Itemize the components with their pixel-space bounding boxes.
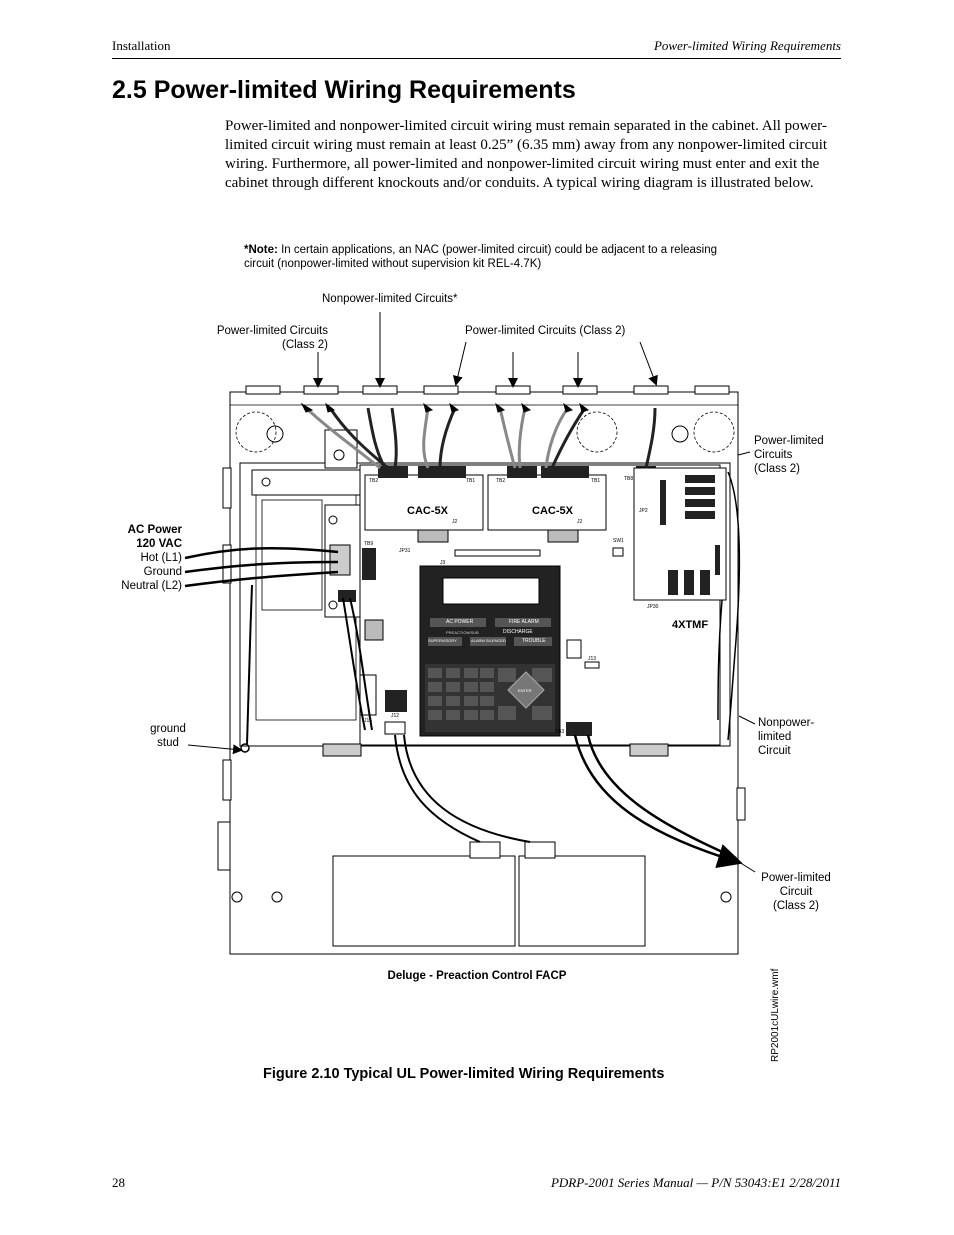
label-discharge-key: DISCHARGE [503,629,533,635]
ac-power-voltage: 120 VAC [136,538,182,550]
label-fire-alarm-key: FIRE ALARM [509,619,539,625]
label-alarm-silenced-key: ALARM SILENCED [471,638,506,643]
ac-power-title: AC Power [127,524,182,536]
label-ground: Ground [143,566,182,578]
label-neutral: Neutral (L2) [121,580,182,592]
label-xtmf: 4XTMF [672,619,709,631]
label-power-limited-circuit-2: Circuit [779,886,813,898]
label-nonpower-right-3: Circuit [758,745,791,757]
label-tb3: TB3 [555,729,565,735]
label-j12: J12 [391,713,400,719]
label-jp2: JP2 [639,508,648,514]
label-power-limited-right-1: Power-limited [754,435,824,447]
label-120vac [82,537,182,551]
label-jp30: JP30 [647,604,659,610]
label-enter-key: ENTER [518,688,532,693]
label-cac-right: CAC-5X [532,505,573,517]
label-tb2-a: TB2 [369,478,379,484]
lcd-display [443,578,539,604]
label-nonpower-limited-circuits: Nonpower-limited Circuits* [322,293,458,305]
label-j15: J15 [364,718,373,724]
label-power-limited-right-2: Circuits [754,449,793,461]
label-tb8: TB8 [624,476,634,482]
label-j2-a: J2 [452,519,458,525]
label-supervisory-key: SUPERVISORY [428,638,457,643]
knockout-circles [236,412,734,452]
ac-power-wires [185,548,338,586]
label-ac-power [82,523,182,537]
label-nonpower-right-2: limited [758,731,792,743]
field-wiring [306,408,655,468]
label-tb1-a: TB1 [466,478,476,484]
label-power-limited-right-3: (Class 2) [754,463,801,475]
label-j3: J3 [440,560,446,566]
header-topic: Power-limited Wiring Requirements [653,38,841,53]
label-jp31: JP31 [399,548,411,554]
label-power-limited-circuit-3: (Class 2) [772,900,819,912]
label-tb2-b: TB2 [496,478,506,484]
cac-module-right [488,475,606,530]
diagram-caption: Deluge - Preaction Control FACP [387,970,567,982]
label-cac-left: CAC-5X [407,505,448,517]
label-power-limited-circuit-1: Power-limited [761,872,831,884]
page-number: 28 [112,1175,125,1190]
ground-stud [241,744,249,752]
section-paragraph: Power-limited and nonpower-limited circuit wiring must remain separated in the cabinet. All power-limited circuit wiring must remain at least 0.25” (6.35 mm) away from any nonpower-limited circuit wiring. Furthermore, all power-limited and nonpower-limited circuit wiring must enter and exit the cabinet through different knockouts and/or conduits. A typical wiring diagram is illustrated below. [225,118,828,191]
label-j13: J13 [588,656,597,662]
battery-right [519,856,645,946]
section-title: 2.5 Power-limited Wiring Requirements [112,76,576,104]
label-tb9: TB9 [364,541,374,547]
footer-manual-info: PDRP-2001 Series Manual — P/N 53043:E1 2/28/2011 [550,1175,841,1190]
label-j2-b: J2 [577,519,583,525]
label-ground-stud-1: ground [150,723,186,735]
label-hot: Hot (L1) [140,552,182,564]
label-power-limited-mid: Power-limited Circuits (Class 2) [465,325,626,337]
label-preaction-key: PREACTION/SUB [446,630,479,635]
figure-file-name: RP2001cULwire.wmf [770,968,781,1062]
label-tb1-b: TB1 [591,478,601,484]
label-power-limited-left-2: (Class 2) [281,339,328,351]
note-label: *Note: [244,244,278,256]
top-knockouts [246,386,729,394]
label-nonpower-right-1: Nonpower- [758,717,815,729]
note-text: In certain applications, an NAC (power-limited circuit) could be adjacent to a releasing circuit (nonpower-limited without supervision kit REL-4.7K) [244,244,718,270]
label-trouble-key: TROUBLE [522,638,546,644]
header-section-name: Installation [112,38,171,53]
label-power-limited-left-1: Power-limited Circuits [216,325,328,337]
label-ac-power-key: AC POWER [446,619,474,625]
figure-caption: Figure 2.10 Typical UL Power-limited Wiring Requirements [263,1066,665,1082]
label-sw1: SW1 [613,538,624,544]
battery-left [333,856,515,946]
label-ground-stud-2: stud [157,737,179,749]
